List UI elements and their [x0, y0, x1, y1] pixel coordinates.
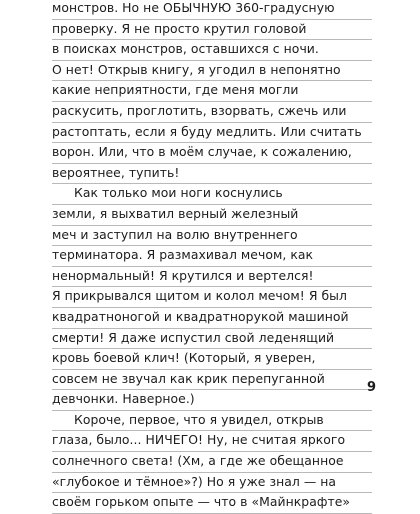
text-line: раскусить, проглотить, взорвать, сжечь или — [52, 102, 372, 123]
text-line: Короче, первое, что я увидел, открыв — [52, 411, 372, 432]
text-line: совсем не звучал как крик перепуганной — [52, 370, 372, 391]
text-line: «глубокое и тёмное»?) Но я уже знал — на — [52, 473, 372, 494]
text-line: растоптать, если я буду медлить. Или считать — [52, 123, 372, 144]
page-number: 9 — [366, 380, 376, 395]
text-line: монстров. Но не ОБЫЧНУЮ 360-градусную — [52, 0, 372, 20]
text-line: вероятнее, тупить! — [52, 164, 372, 185]
text-line: земли, я выхватил верный железный — [52, 205, 372, 226]
text-line: какие неприятности, где меня могли — [52, 81, 372, 102]
text-block — [52, 0, 372, 514]
text-line: глаза, было... НИЧЕГО! Ну, не считая яркого — [52, 431, 372, 452]
text-line: девчонки. Наверное.) — [52, 390, 372, 411]
text-line: смерти! Я даже испустил свой леденящий — [52, 329, 372, 350]
text-line: в поисках монстров, оставшихся с ночи. — [52, 40, 372, 61]
text-line: проверку. Я не просто крутил головой — [52, 20, 372, 41]
text-line: Я прикрывался щитом и колол мечом! Я был — [52, 287, 372, 308]
text-line: О нет! Открыв книгу, я угодил в непонятно — [52, 61, 372, 82]
text-line: ненормальный! Я крутился и вертелся! — [52, 267, 372, 288]
text-line: своём горьком опыте — что в «Майнкрафте» — [52, 493, 372, 514]
text-line: квадратноногой и квадратнорукой машиной — [52, 308, 372, 329]
text-line: терминатора. Я размахивал мечом, как — [52, 246, 372, 267]
text-line: солнечного света! (Хм, а где же обещанное — [52, 452, 372, 473]
text-line: меч и заступил на волю внутреннего — [52, 226, 372, 247]
text-line: кровь боевой клич! (Который, я уверен, — [52, 349, 372, 370]
text-line: ворон. Или, что в моём случае, к сожалению, — [52, 143, 372, 164]
text-line: Как только мои ноги коснулись — [52, 184, 372, 205]
